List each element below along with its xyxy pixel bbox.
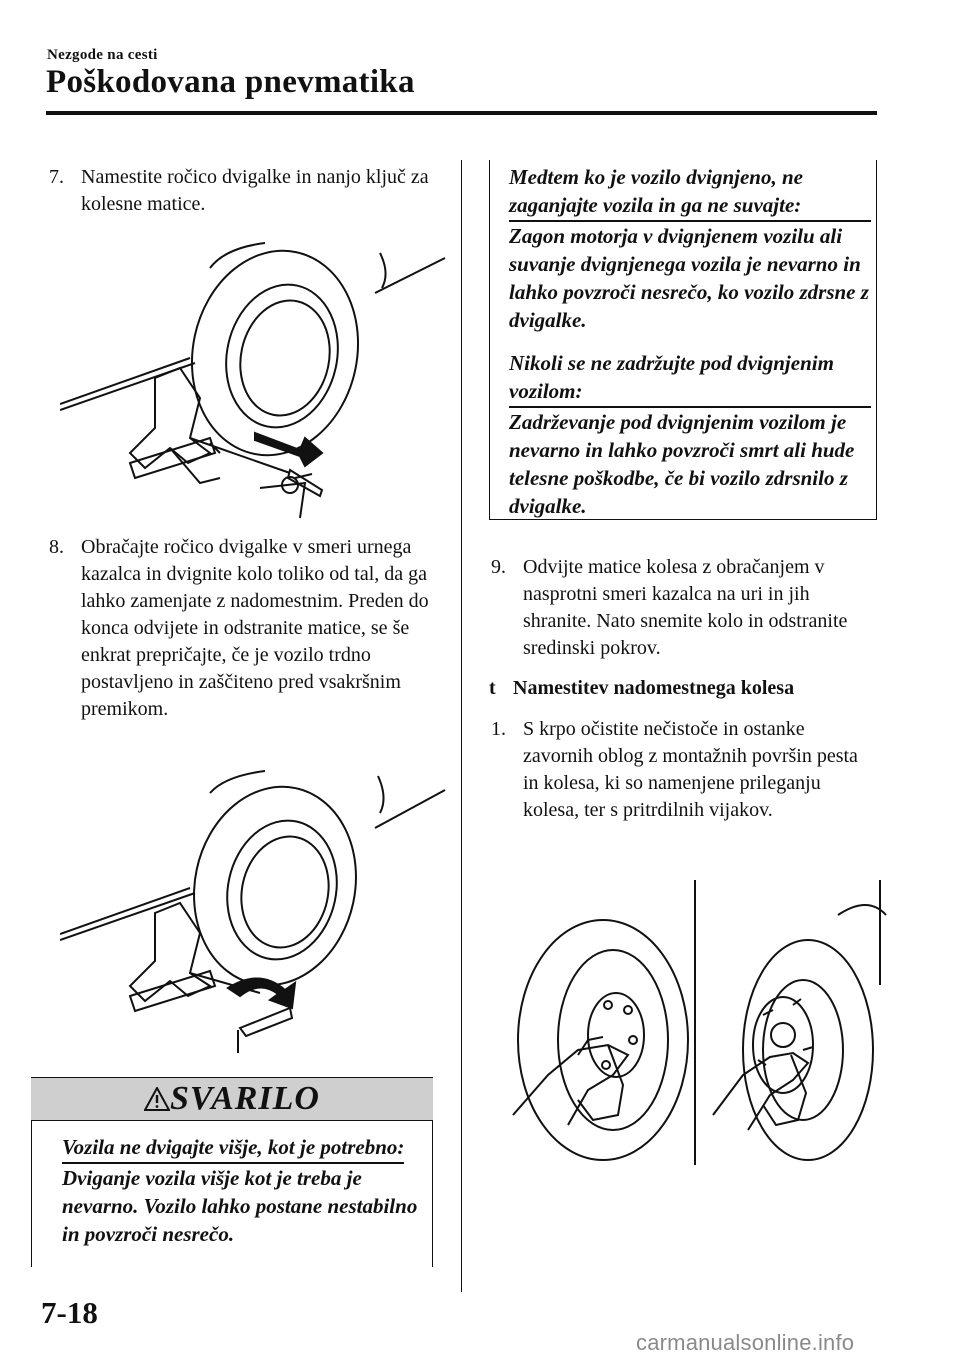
subsection-bullet: t: [489, 677, 496, 699]
warning-item-heading: Vozila ne dvigajte višje, kot je potrebno:: [62, 1133, 404, 1164]
jack-raising-illustration: [60, 768, 450, 1063]
warning-item-3: [509, 349, 871, 520]
warning-title: SVARILO: [31, 1080, 433, 1118]
column-divider: [461, 160, 462, 1292]
warning-item-heading: Medtem ko je vozilo dvignjeno, ne zaganjajte vozila in ga ne suvajte:: [509, 163, 871, 222]
fender-line: [375, 790, 445, 828]
tire-outline: [176, 772, 374, 1001]
watermark: carmanualsonline.info: [636, 1330, 855, 1355]
step-number: 9.: [491, 556, 506, 578]
jack-handle-illustration: [60, 238, 450, 528]
warning-item-body: Zadrževanje pod dvignjenim vozilom je nevarno in lahko povzroči smrt ali hude telesne poškodbe, če bi vozilo zdrsnilo z dvigalke.: [509, 410, 855, 518]
step-8: [49, 534, 429, 723]
wheel-rim: [558, 950, 668, 1130]
subsection-title: Namestitev nadomestnega kolesa: [513, 677, 795, 699]
cleaning-hub-illustration: [508, 875, 888, 1170]
step-9: [491, 554, 869, 662]
section-label: Nezgode na cesti: [47, 47, 158, 63]
direction-arrow-icon: [255, 433, 322, 466]
jack-base: [130, 438, 215, 478]
tire-outline: [173, 238, 376, 471]
vehicle-sill-line: [60, 893, 195, 940]
step-number: 1.: [491, 718, 506, 740]
warning-triangle-icon: [144, 1087, 170, 1111]
step-number: 8.: [49, 536, 64, 558]
warning-item-heading: Nikoli se ne zadržujte pod dvignjenim vozilom:: [509, 349, 871, 408]
hand-left: [513, 1045, 628, 1125]
title-rule: [46, 111, 877, 115]
step-text: Obračajte ročico dvigalke v smeri urnega kazalca in dvignite kolo toliko od tal, da ga lahko zamenjate z nadomestnim. Preden do konca odvijete in odstranite matice, se še enkrat prepričajte, če je vozilo trdno postavljeno in zaščiteno pred vsakršnim premikom.: [81, 536, 429, 720]
page-title: Poškodovana pnevmatika: [46, 64, 415, 100]
step-7: [49, 164, 429, 218]
jack-handle: [240, 1008, 292, 1036]
scissor-jack: [130, 903, 210, 1001]
tire-outline: [518, 920, 688, 1160]
step-number: 7.: [49, 166, 64, 188]
warning-item-body: Dviganje vozila višje kot je treba je nevarno. Vozilo lahko postane nestabilno in povzroči nesrečo.: [62, 1166, 418, 1246]
sub-step-1: [491, 716, 869, 824]
step-text: Odvijte matice kolesa z obračanjem v nasprotni smeri kazalca na uri in jih shranite. Nato snemite kolo in odstranite sredinski pokrov.: [523, 556, 848, 659]
scissor-jack: [130, 368, 210, 468]
step-text: S krpo očistite nečistoče in ostanke zavornih oblog z montažnih površin pesta in kolesa, ki so namenjene prileganju kolesa, ter s pritrdilnih vijakov.: [523, 718, 858, 821]
warning-item-2: [509, 163, 871, 334]
warning-item-1: [62, 1133, 422, 1248]
subsection-heading: [489, 677, 794, 700]
page-number: 7-18: [41, 1295, 98, 1330]
wheel-hub: [753, 997, 813, 1093]
warning-item-body: Zagon motorja v dvignjenem vozilu ali suvanje dvignjenega vozila je nevarno in lahko povzroči nesrečo, ko vozilo zdrsne z dvigalke.: [509, 224, 869, 332]
warning-header: [31, 1077, 433, 1121]
step-text: Namestite ročico dvigalke in nanjo ključ za kolesne matice.: [81, 166, 429, 215]
